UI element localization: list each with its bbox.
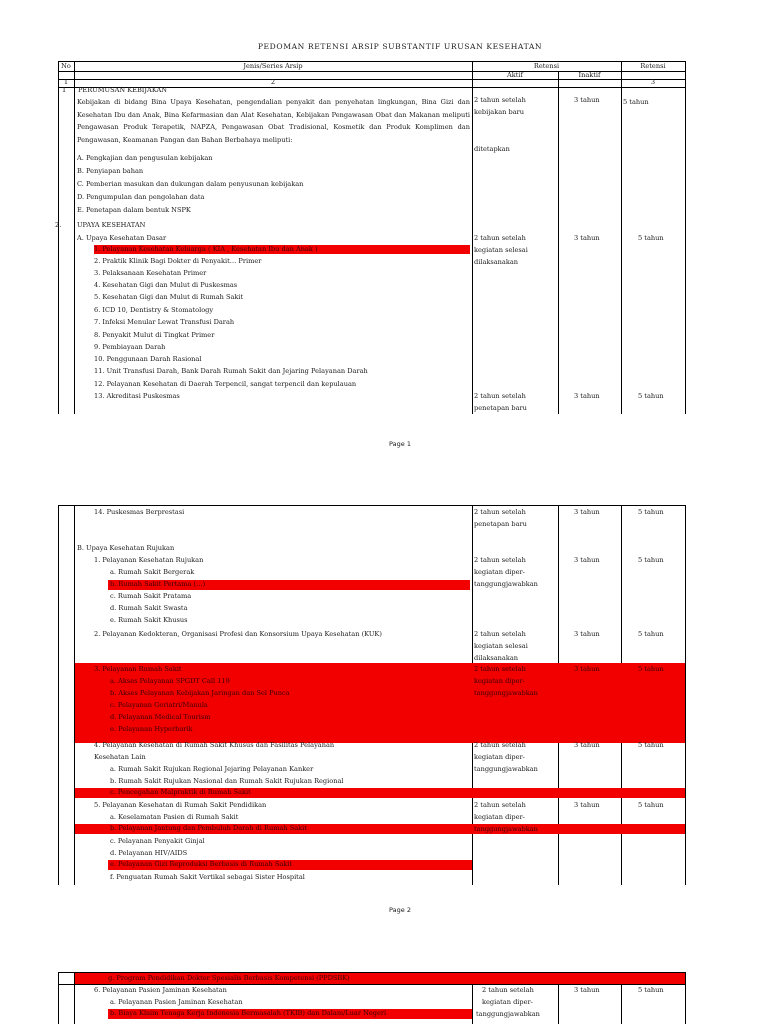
aktif-value: dilaksanakan [474,654,519,662]
list-item: e. Pelayanan Hyperbarik [110,725,193,733]
header-retensi-total: Retensi [640,62,666,70]
highlighted-row [75,824,685,834]
list-item: f. Penguatan Rumah Sakit Vertikal sebagai Sister Hospital [110,873,305,881]
list-item: Kesehatan Lain [94,753,146,761]
inaktif-value: 3 tahun [574,96,600,104]
highlighted-row [108,580,470,590]
list-item: 3. Pelaksanaan Kesehatan Primer [94,269,207,277]
aktif-value: ditetapkan [474,145,510,153]
list-item: 3. Pelayanan Rumah Sakit [94,665,182,673]
page-number: Page 1 [389,440,411,448]
retensi-value: 5 tahun [638,556,664,564]
header-col-2: 2 [270,78,276,86]
subsection-title: B. Upaya Kesehatan Rujukan [77,544,175,552]
inaktif-value: 3 tahun [574,556,600,564]
aktif-value: 2 tahun setelah [474,741,526,749]
aktif-value: penetapan baru [474,520,527,528]
aktif-value: kegiatan diper- [474,813,525,821]
aktif-value: tanggungjawabkan [474,825,538,833]
list-item: 2. Praktik Klinik Bagi Dokter di Penyakit… Primer [94,257,262,265]
aktif-value: 2 tahun setelah [482,986,534,994]
document-title: PEDOMAN RETENSI ARSIP SUBSTANTIF URUSAN KESEHATAN [257,42,543,51]
list-item: 5. Kesehatan Gigi dan Mulut di Rumah Sakit [94,293,244,301]
retensi-value: 5 tahun [638,234,664,242]
list-item: 2. Pelayanan Kedokteran, Organisasi Profesi dan Konsorsium Upaya Kesehatan (KUK) [94,630,382,638]
list-item: B. Penyiapan bahan [77,167,144,175]
aktif-value: 2 tahun setelah [474,630,526,638]
aktif-value: kegiatan diper- [482,998,533,1006]
aktif-value: 2 tahun setelah [474,234,526,242]
list-item: b. Rumah Sakit Pertama (…) [110,580,206,588]
header-retensi: Retensi [533,62,560,70]
retensi-value: 5 tahun [638,665,664,673]
retensi-value: 5 tahun [638,801,664,809]
highlighted-row [75,788,685,798]
highlighted-row [75,973,685,984]
list-item: C. Pemberian masukan dan dukungan dalam penyusunan kebijakan [77,180,304,188]
list-item: a. Pelayanan Pasien Jaminan Kesehatan [110,998,243,1006]
list-item: E. Penetapan dalam bentuk NSPK [77,206,191,214]
list-item: c. Pelayanan Penyakit Ginjal [110,837,205,845]
list-item: 1. Pelayanan Kesehatan Keluarga ( KIA , Kesehatan Ibu dan Anak ) [94,245,318,253]
retensi-value: 5 tahun [638,508,664,516]
aktif-value: kegiatan diper- [474,677,525,685]
inaktif-value: 3 tahun [574,665,600,673]
header-col-3: 3 [650,78,656,86]
inaktif-value: 3 tahun [574,508,600,516]
section-number: 1 [62,86,67,94]
aktif-value: kegiatan diper- [474,568,525,576]
aktif-value: 2 tahun setelah [474,801,526,809]
list-item: 6. Pelayanan Pasien Jaminan Kesehatan [94,986,227,994]
list-item: 9. Pembiayaan Darah [94,343,166,351]
aktif-value: kegiatan selesai [474,246,528,254]
highlighted-row [94,245,470,254]
list-item: d. Pelayanan HIV/AIDS [110,849,188,857]
aktif-value: dilaksanakan [474,258,519,266]
list-item: 11. Unit Transfusi Darah, Bank Darah Rumah Sakit dan Jejaring Pelayanan Darah [94,367,368,375]
list-item: A. Pengkajian dan pengusulan kebijakan [77,154,213,162]
list-item: 1. Pelayanan Kesehatan Rujukan [94,556,204,564]
retensi-value: 5 tahun [623,98,649,106]
list-item: d. Rumah Sakit Swasta [110,604,188,612]
aktif-value: 2 tahun setelah [474,96,526,104]
aktif-value: tanggungjawabkan [474,580,538,588]
aktif-value: kebijakan baru [474,108,525,116]
list-item: 7. Infeksi Menular Lewat Transfusi Darah [94,318,235,326]
inaktif-value: 3 tahun [574,392,600,400]
list-item: 13. Akreditasi Puskesmas [94,392,180,400]
list-item: a. Keselamatan Pasien di Rumah Sakit [110,813,239,821]
aktif-value: tanggungjawabkan [474,765,538,773]
list-item: a. Rumah Sakit Rujukan Regional Jejaring Pelayanan Kanker [110,765,314,773]
list-item: b. Pelayanan Jantung dan Pembuluh Darah di Rumah Sakit [110,824,307,832]
inaktif-value: 3 tahun [574,234,600,242]
inaktif-value: 3 tahun [574,630,600,638]
list-item: 10. Penggunaan Darah Rasional [94,355,202,363]
section-title: PERUMUSAN KEBIJAKAN [78,86,168,94]
list-item: c. Pencegahan Malpraktik di Rumah Sakit [110,788,251,796]
list-item: c. Pelayanan Geriatri/Manula [110,701,208,709]
retention-table-page-3 [58,972,686,1024]
list-item: b. Rumah Sakit Rujukan Nasional dan Rumah Sakit Rujukan Regional [110,777,344,785]
aktif-value: kegiatan diper- [474,753,525,761]
list-item: 5. Pelayanan Kesehatan di Rumah Sakit Pendidikan [94,801,267,809]
section-title: UPAYA KESEHATAN [77,221,146,229]
aktif-value: 2 tahun setelah [474,508,526,516]
section-number: 2. [55,221,62,229]
list-item: 4. Pelayanan Kesehatan di Rumah Sakit Khusus dan Fasilitas Pelayanan [94,741,335,749]
subsection-title: A. Upaya Kesehatan Dasar [77,234,167,242]
retensi-value: 5 tahun [638,630,664,638]
aktif-value: 2 tahun setelah [474,392,526,400]
header-col-1: 1 [63,78,69,86]
section-paragraph: Kebijakan di bidang Bina Upaya Kesehatan, pengendalian penyakit dan penyehatan lingkungan, Bina Gizi dan Kesehatan Ibu dan Anak, Bina Kefarmasian dan Alat Kesehatan, Kebijakan Pengawasan Obat dan Makanan meliputi Pengawasan Produk Terapetik, NAPZA, Pengawasan Obat Tradisional, Kosmetik dan Produk Komplimen dan Pengawasan, Keamanan Pangan dan Bahan Berbahaya meliputi: [77,98,470,144]
list-item: b. Biaya Klaim Tenaga Kerja Indonesia Bermasalah (TKIB) dan Dalam/Luar Negeri [110,1009,387,1017]
list-item: a. Akses Pelayanan SPGDT Call 119 [110,677,230,685]
list-item: 8. Penyakit Mulut di Tingkat Primer [94,331,215,339]
list-item: 6. ICD 10, Dentistry & Stomatology [94,306,214,314]
inaktif-value: 3 tahun [574,741,600,749]
highlighted-row [108,860,472,870]
retensi-value: 5 tahun [638,986,664,994]
list-item: 4. Kesehatan Gigi dan Mulut di Puskesmas [94,281,238,289]
retention-table-page-1 [55,61,686,414]
retensi-value: 5 tahun [638,392,664,400]
highlighted-row [108,1009,472,1019]
inaktif-value: 3 tahun [574,801,600,809]
list-item: g. Program Pendidikan Dokter Spesialis Berbasis Kompetensi (PPDSBK) [108,974,350,982]
list-item: e. Pelayanan Gizi Reproduksi Berbasis di Rumah Sakit [110,860,293,868]
aktif-value: tanggungjawabkan [476,1010,540,1018]
header-no: No [61,62,71,70]
header-aktif: Aktif [507,71,523,79]
retention-table-page-2 [58,505,686,885]
page-number: Page 2 [389,906,411,914]
list-item: b. Akses Pelayanan Kebijakan Jaringan dan Sel Punca [110,689,290,697]
aktif-value: 2 tahun setelah [474,556,526,564]
aktif-value: penetapan baru [474,404,527,412]
list-item: 12. Pelayanan Kesehatan di Daerah Terpencil, sangat terpencil dan kepulauan [94,380,357,388]
inaktif-value: 3 tahun [574,986,600,994]
list-item: e. Rumah Sakit Khusus [110,616,188,624]
list-item: a. Rumah Sakit Bergerak [110,568,195,576]
aktif-value: kegiatan selesai [474,642,528,650]
list-item: 14. Puskesmas Berprestasi [94,508,185,516]
header-inaktif: Inaktif [578,71,601,79]
retensi-value: 5 tahun [638,741,664,749]
list-item: c. Rumah Sakit Pratama [110,592,192,600]
aktif-value: 2 tahun setelah [474,665,526,673]
list-item: d. Pelayanan Medical Tourism [110,713,211,721]
header-jenis: Jenis/Series Arsip [243,62,303,70]
list-item: D. Pengumpulan dan pengolahan data [77,193,205,201]
aktif-value: tanggungjawabkan [474,689,538,697]
